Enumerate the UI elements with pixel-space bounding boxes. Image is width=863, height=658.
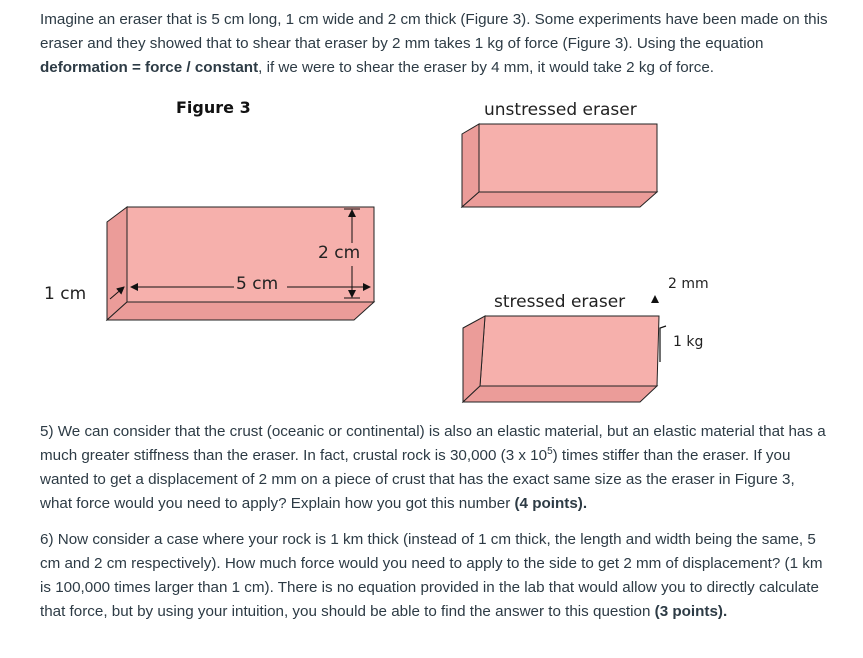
equation-text: deformation = force / constant <box>40 59 259 76</box>
q6-text-1: 6) Now consider a case where your rock is 1 km thick (instead of 1 cm thick, the length and width being the same, 5 cm and 2 cm respectively). How much force would you need to apply to the side to get 2 mm of displacement? (1 km is 100,000 times larger than 1 cm). There is no equation provided in the lab that would allow you to directly calculate that force, but by using your intuition, you should be able to find the answer to this question <box>40 531 823 620</box>
q5-points: (4 points). <box>514 495 588 512</box>
q5-text-2: ) times stiffer than the eraser. If you wanted to get a displacement of 2 mm on a piece of crust that has the exact same size as the eraser in Figure 3, what force would you need to apply? Explain how you got this number <box>40 447 795 512</box>
intro-text-1: Imagine an eraser that is 5 cm long, 1 cm wide and 2 cm thick (Figure 3). Some experiments have been made on this eraser and they showed that to shear that eraser by 2 mm takes 1 kg of force (Figure 3). Using the equation <box>40 11 828 52</box>
q5-exponent: 5 <box>547 445 553 457</box>
unstressed-eraser-label: unstressed eraser <box>484 100 637 120</box>
unstressed-eraser-bottom <box>462 192 657 207</box>
stressed-eraser-label: stressed eraser <box>494 292 626 312</box>
force-arrow <box>660 326 666 362</box>
q5-text-1: 5) We can consider that the crust (oceanic or continental) is also an elastic material, but an elastic material that has a much greater stiffness than the eraser. In fact, crustal rock is 30,000 (3 x 10 <box>40 423 826 464</box>
unstressed-eraser <box>462 124 657 207</box>
stressed-eraser-bottom <box>463 386 657 402</box>
width-label: 1 cm <box>44 284 87 304</box>
unstressed-eraser-top <box>479 124 657 192</box>
q6-points: (3 points). <box>654 603 728 620</box>
force-label: 1 kg <box>673 334 704 350</box>
question-6 <box>40 528 830 624</box>
figure-title: Figure 3 <box>176 98 251 117</box>
question-5 <box>40 420 830 516</box>
thickness-label: 2 cm <box>318 243 361 263</box>
dimensioned-eraser <box>107 207 374 320</box>
intro-text-2: , if we were to shear the eraser by 4 mm, it would take 2 kg of force. <box>258 59 714 76</box>
shear-label: 2 mm <box>668 276 709 292</box>
length-label: 5 cm <box>236 274 279 294</box>
dimensioned-eraser-bottom <box>107 302 374 320</box>
stressed-eraser-top <box>480 316 659 386</box>
dimensioned-eraser-front <box>107 207 127 320</box>
